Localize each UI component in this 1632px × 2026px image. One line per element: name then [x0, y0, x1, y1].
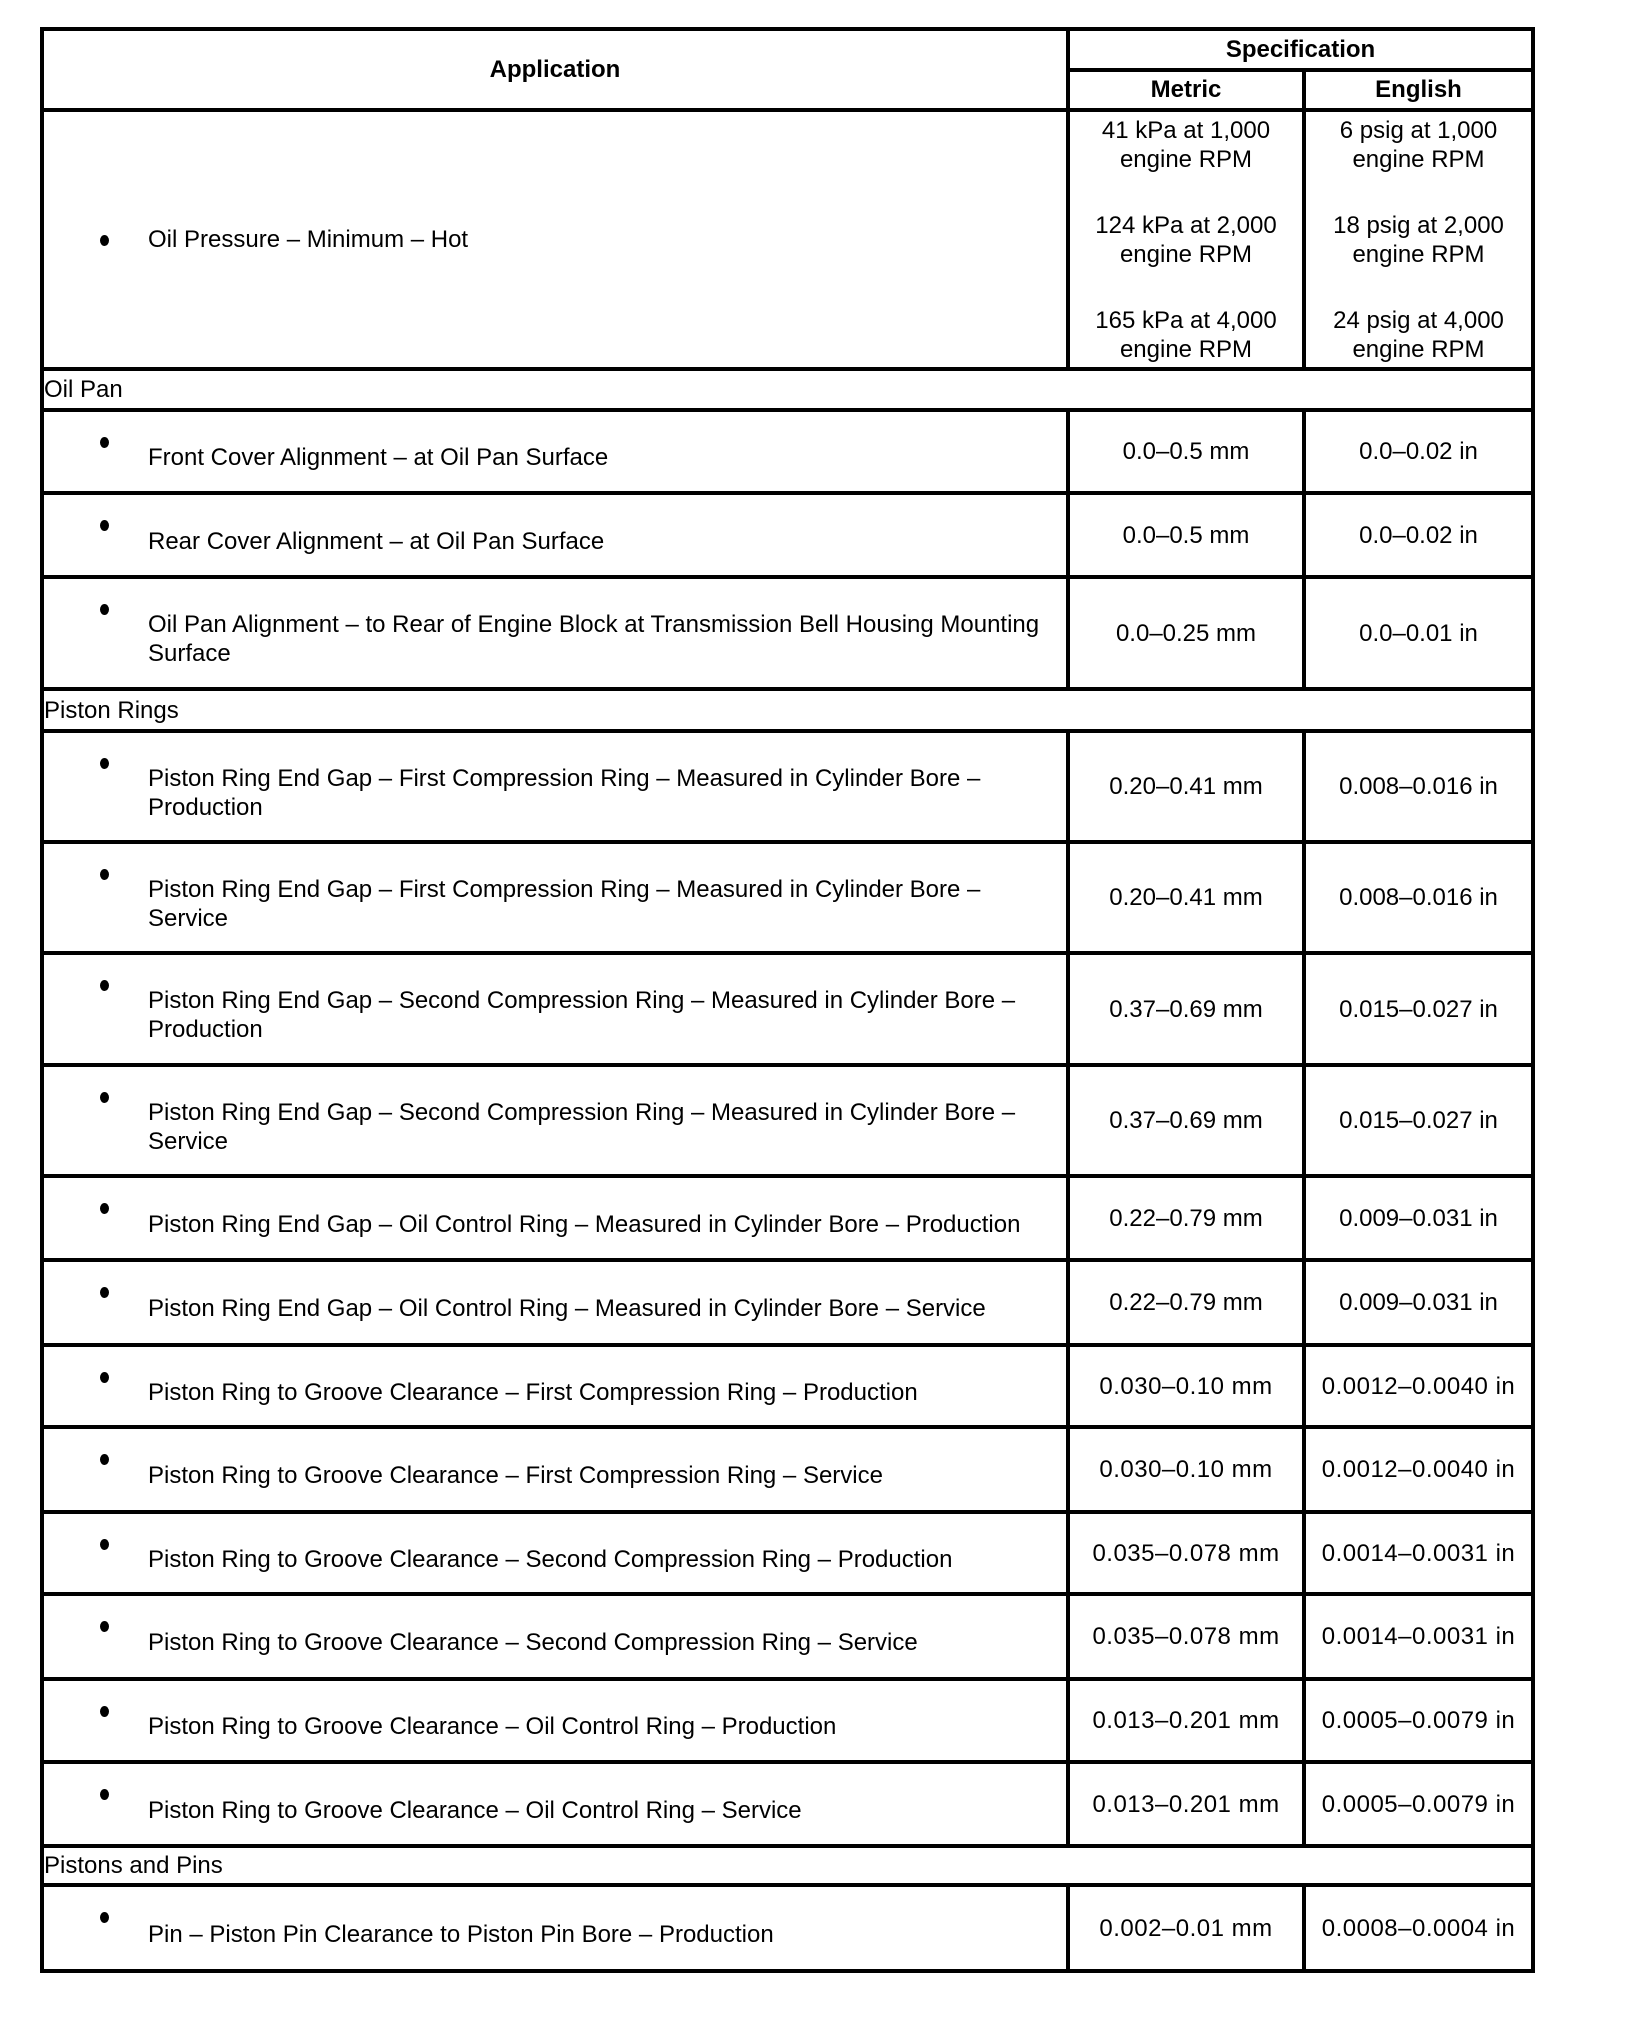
english-line: 24 psig at 4,000 [1333, 306, 1504, 334]
bullet-icon [100, 1901, 109, 1930]
application-cell [42, 1594, 1068, 1679]
bullet-icon [100, 509, 109, 538]
english-cell [1304, 110, 1533, 369]
table-row [42, 1594, 1533, 1679]
table-row [42, 1885, 1533, 1971]
english-header: English [1304, 70, 1533, 111]
bullet-icon [100, 747, 109, 776]
table-row-oil-pressure [42, 110, 1533, 369]
english-cell: 0.0005–0.0079 in [1304, 1762, 1533, 1846]
table-row [42, 1679, 1533, 1762]
metric-cell: 0.002–0.01 mm [1068, 1885, 1304, 1971]
row-label: Piston Ring End Gap – First Compression Ring – Measured in Cylinder Bore – Production [148, 764, 981, 821]
metric-line: 41 kPa at 1,000 [1101, 116, 1271, 144]
application-cell [42, 1065, 1068, 1176]
row-label: Piston Ring End Gap – Oil Control Ring – Measured in Cylinder Bore – Service [148, 1295, 986, 1322]
table-row [42, 842, 1533, 953]
table-row [42, 1512, 1533, 1594]
section-title: Pistons and Pins [42, 1846, 1533, 1885]
table-row [42, 1762, 1533, 1846]
metric-line: 124 kPa at 2,000 [1095, 211, 1277, 239]
metric-cell: 0.035–0.078 mm [1068, 1512, 1304, 1594]
application-cell [42, 410, 1068, 493]
application-cell [42, 1176, 1068, 1260]
section-row-pistons-and-pins [42, 1846, 1533, 1885]
english-cell: 0.0012–0.0040 in [1304, 1427, 1533, 1512]
row-label: Piston Ring End Gap – First Compression Ring – Measured in Cylinder Bore – Service [148, 875, 981, 932]
application-cell [42, 842, 1068, 953]
application-cell [42, 1679, 1068, 1762]
table-row [42, 731, 1533, 842]
english-line: 18 psig at 2,000 [1333, 211, 1504, 239]
application-cell [42, 1260, 1068, 1345]
application-cell [42, 1762, 1068, 1846]
table-row [42, 1065, 1533, 1176]
metric-cell: 0.0–0.5 mm [1068, 493, 1304, 577]
section-row-piston-rings [42, 689, 1533, 731]
english-line: engine RPM [1352, 145, 1485, 173]
row-label: Piston Ring to Groove Clearance – First Compression Ring – Production [148, 1378, 918, 1406]
row-label: Piston Ring End Gap – Oil Control Ring – Measured in Cylinder Bore – Production [148, 1210, 1021, 1238]
metric-line: engine RPM [1119, 335, 1253, 363]
application-cell [42, 493, 1068, 577]
row-label: Piston Ring to Groove Clearance – Second Compression Ring – Production [148, 1545, 953, 1573]
english-cell: 0.0–0.02 in [1304, 493, 1533, 577]
table-row [42, 1427, 1533, 1512]
metric-cell: 0.030–0.10 mm [1068, 1427, 1304, 1512]
table-row [42, 1260, 1533, 1345]
application-cell [42, 1512, 1068, 1594]
application-cell [42, 1885, 1068, 1971]
row-label: Piston Ring End Gap – Second Compression Ring – Measured in Cylinder Bore – Service [148, 1098, 1016, 1155]
specification-table [40, 27, 1535, 1973]
table-row [42, 1176, 1533, 1260]
metric-cell: 0.013–0.201 mm [1068, 1762, 1304, 1846]
metric-cell: 0.0–0.5 mm [1068, 410, 1304, 493]
row-label: Front Cover Alignment – at Oil Pan Surface [148, 444, 609, 471]
metric-cell: 0.030–0.10 mm [1068, 1345, 1304, 1427]
metric-cell: 0.37–0.69 mm [1068, 953, 1304, 1065]
table-row [42, 577, 1533, 689]
application-cell [42, 110, 1068, 369]
bullet-icon [100, 1276, 109, 1305]
bullet-icon [100, 1081, 109, 1110]
metric-header: Metric [1068, 70, 1304, 111]
application-cell [42, 953, 1068, 1065]
application-cell [42, 577, 1068, 689]
application-cell [42, 731, 1068, 842]
row-label: Piston Ring End Gap – Second Compression Ring – Measured in Cylinder Bore – Production [148, 987, 1016, 1043]
table-row [42, 410, 1533, 493]
section-title: Piston Rings [42, 689, 1533, 731]
row-label: Oil Pan Alignment – to Rear of Engine Block at Transmission Bell Housing Mounting Surface [148, 611, 1040, 667]
english-line: 6 psig at 1,000 [1339, 116, 1498, 144]
bullet-icon [100, 1695, 109, 1724]
metric-cell: 0.20–0.41 mm [1068, 731, 1304, 842]
english-cell: 0.008–0.016 in [1304, 842, 1533, 953]
row-label: Piston Ring to Groove Clearance – First Compression Ring – Service [148, 1462, 883, 1489]
row-label: Piston Ring to Groove Clearance – Second Compression Ring – Service [148, 1629, 918, 1656]
metric-line: engine RPM [1119, 145, 1253, 173]
application-header: Application [42, 29, 1068, 110]
application-cell [42, 1427, 1068, 1512]
bullet-icon [100, 969, 109, 998]
bullet-icon [100, 858, 109, 887]
english-cell: 0.0014–0.0031 in [1304, 1594, 1533, 1679]
metric-cell: 0.22–0.79 mm [1068, 1176, 1304, 1260]
metric-cell: 0.035–0.078 mm [1068, 1594, 1304, 1679]
metric-cell: 0.0–0.25 mm [1068, 577, 1304, 689]
section-title: Oil Pan [42, 369, 1533, 410]
metric-cell [1068, 110, 1304, 369]
row-label: Piston Ring to Groove Clearance – Oil Control Ring – Production [148, 1713, 837, 1740]
table-row [42, 493, 1533, 577]
english-cell: 0.0–0.01 in [1304, 577, 1533, 689]
bullet-icon [100, 1610, 109, 1639]
english-cell: 0.0–0.02 in [1304, 410, 1533, 493]
bullet-icon [100, 1778, 109, 1807]
metric-cell: 0.22–0.79 mm [1068, 1260, 1304, 1345]
row-label: Oil Pressure – Minimum – Hot [148, 226, 469, 253]
bullet-icon [100, 224, 109, 253]
english-cell: 0.0012–0.0040 in [1304, 1345, 1533, 1427]
english-cell: 0.0014–0.0031 in [1304, 1512, 1533, 1594]
bullet-icon [100, 426, 109, 455]
english-cell: 0.015–0.027 in [1304, 953, 1533, 1065]
english-cell: 0.0008–0.0004 in [1304, 1885, 1533, 1971]
bullet-icon [100, 1192, 109, 1221]
bullet-icon [100, 1528, 109, 1557]
specification-header: Specification [1068, 29, 1533, 70]
metric-line: 165 kPa at 4,000 [1095, 306, 1277, 334]
application-cell [42, 1345, 1068, 1427]
metric-cell: 0.013–0.201 mm [1068, 1679, 1304, 1762]
bullet-icon [100, 1443, 109, 1472]
english-cell: 0.009–0.031 in [1304, 1260, 1533, 1345]
english-line: engine RPM [1352, 240, 1485, 268]
english-cell: 0.015–0.027 in [1304, 1065, 1533, 1176]
bullet-icon [100, 1361, 109, 1390]
english-line: engine RPM [1352, 335, 1485, 363]
row-label: Pin – Piston Pin Clearance to Piston Pin Bore – Production [148, 1920, 774, 1948]
bullet-icon [100, 593, 109, 622]
english-cell: 0.0005–0.0079 in [1304, 1679, 1533, 1762]
metric-cell: 0.20–0.41 mm [1068, 842, 1304, 953]
row-label: Rear Cover Alignment – at Oil Pan Surface [148, 527, 605, 555]
table-row [42, 953, 1533, 1065]
metric-cell: 0.37–0.69 mm [1068, 1065, 1304, 1176]
row-label: Piston Ring to Groove Clearance – Oil Control Ring – Service [148, 1796, 802, 1824]
metric-line: engine RPM [1119, 240, 1253, 268]
table-row [42, 1345, 1533, 1427]
section-row-oil-pan [42, 369, 1533, 410]
english-cell: 0.008–0.016 in [1304, 731, 1533, 842]
english-cell: 0.009–0.031 in [1304, 1176, 1533, 1260]
